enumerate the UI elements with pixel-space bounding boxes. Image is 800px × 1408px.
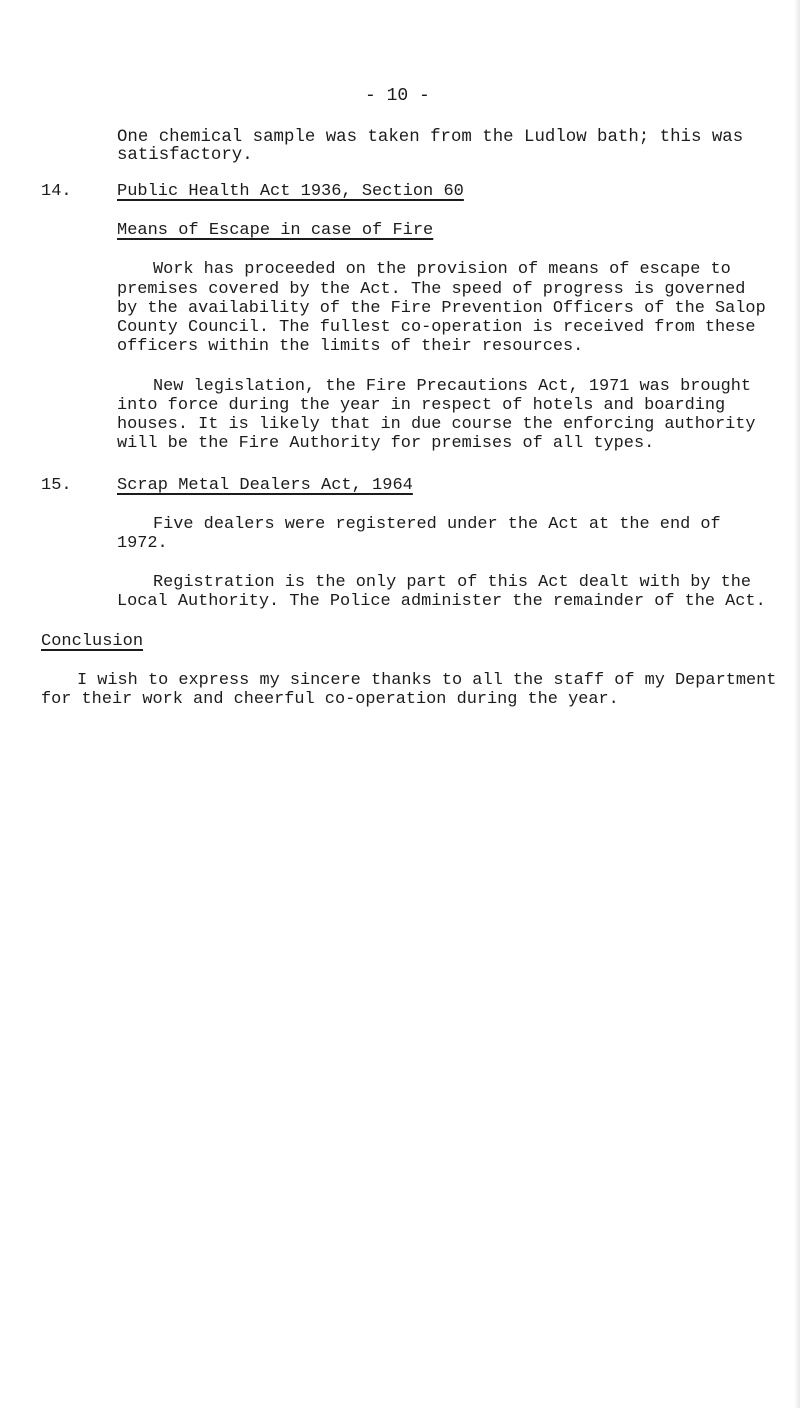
section-14-para2-line-4: will be the Fire Authority for premises of all types. bbox=[117, 434, 655, 453]
section-14-para1-line-4: County Council. The fullest co-operation is received from these bbox=[117, 318, 756, 337]
section-14-heading: Public Health Act 1936, Section 60 bbox=[117, 182, 464, 201]
section-14-para1-line-1: Work has proceeded on the provision of means of escape to bbox=[153, 260, 731, 279]
section-15-para2-line-1: Registration is the only part of this Act dealt with by the bbox=[153, 573, 752, 592]
scan-edge-shadow bbox=[794, 0, 800, 1408]
section-14-para2-line-1: New legislation, the Fire Precautions Act, 1971 was brought bbox=[153, 377, 752, 396]
section-15-number: 15. bbox=[41, 476, 72, 495]
section-14-subheading: Means of Escape in case of Fire bbox=[117, 221, 434, 240]
page-number: - 10 - bbox=[365, 86, 430, 106]
section-15-para1-line-2: 1972. bbox=[117, 534, 168, 553]
intro-line-1: One chemical sample was taken from the Ludlow bath; this was bbox=[117, 128, 744, 147]
section-14-para1-line-5: officers within the limits of their resources. bbox=[117, 337, 584, 356]
section-14-para1-line-2: premises covered by the Act. The speed of progress is governed bbox=[117, 280, 746, 299]
section-14-para2-line-2: into force during the year in respect of hotels and boarding bbox=[117, 396, 726, 415]
intro-line-2: satisfactory. bbox=[117, 146, 253, 165]
section-15-heading: Scrap Metal Dealers Act, 1964 bbox=[117, 476, 413, 495]
conclusion-line-1: I wish to express my sincere thanks to all the staff of my Department bbox=[77, 671, 777, 690]
section-15-para1-line-1: Five dealers were registered under the Act at the end of bbox=[153, 515, 721, 534]
section-15-para2-line-2: Local Authority. The Police administer the remainder of the Act. bbox=[117, 592, 766, 611]
section-14-para1-line-3: by the availability of the Fire Prevention Officers of the Salop bbox=[117, 299, 766, 318]
conclusion-heading: Conclusion bbox=[41, 632, 144, 651]
conclusion-line-2: for their work and cheerful co-operation during the year. bbox=[41, 690, 619, 709]
section-14-para2-line-3: houses. It is likely that in due course the enforcing authority bbox=[117, 415, 756, 434]
section-14-number: 14. bbox=[41, 182, 72, 201]
